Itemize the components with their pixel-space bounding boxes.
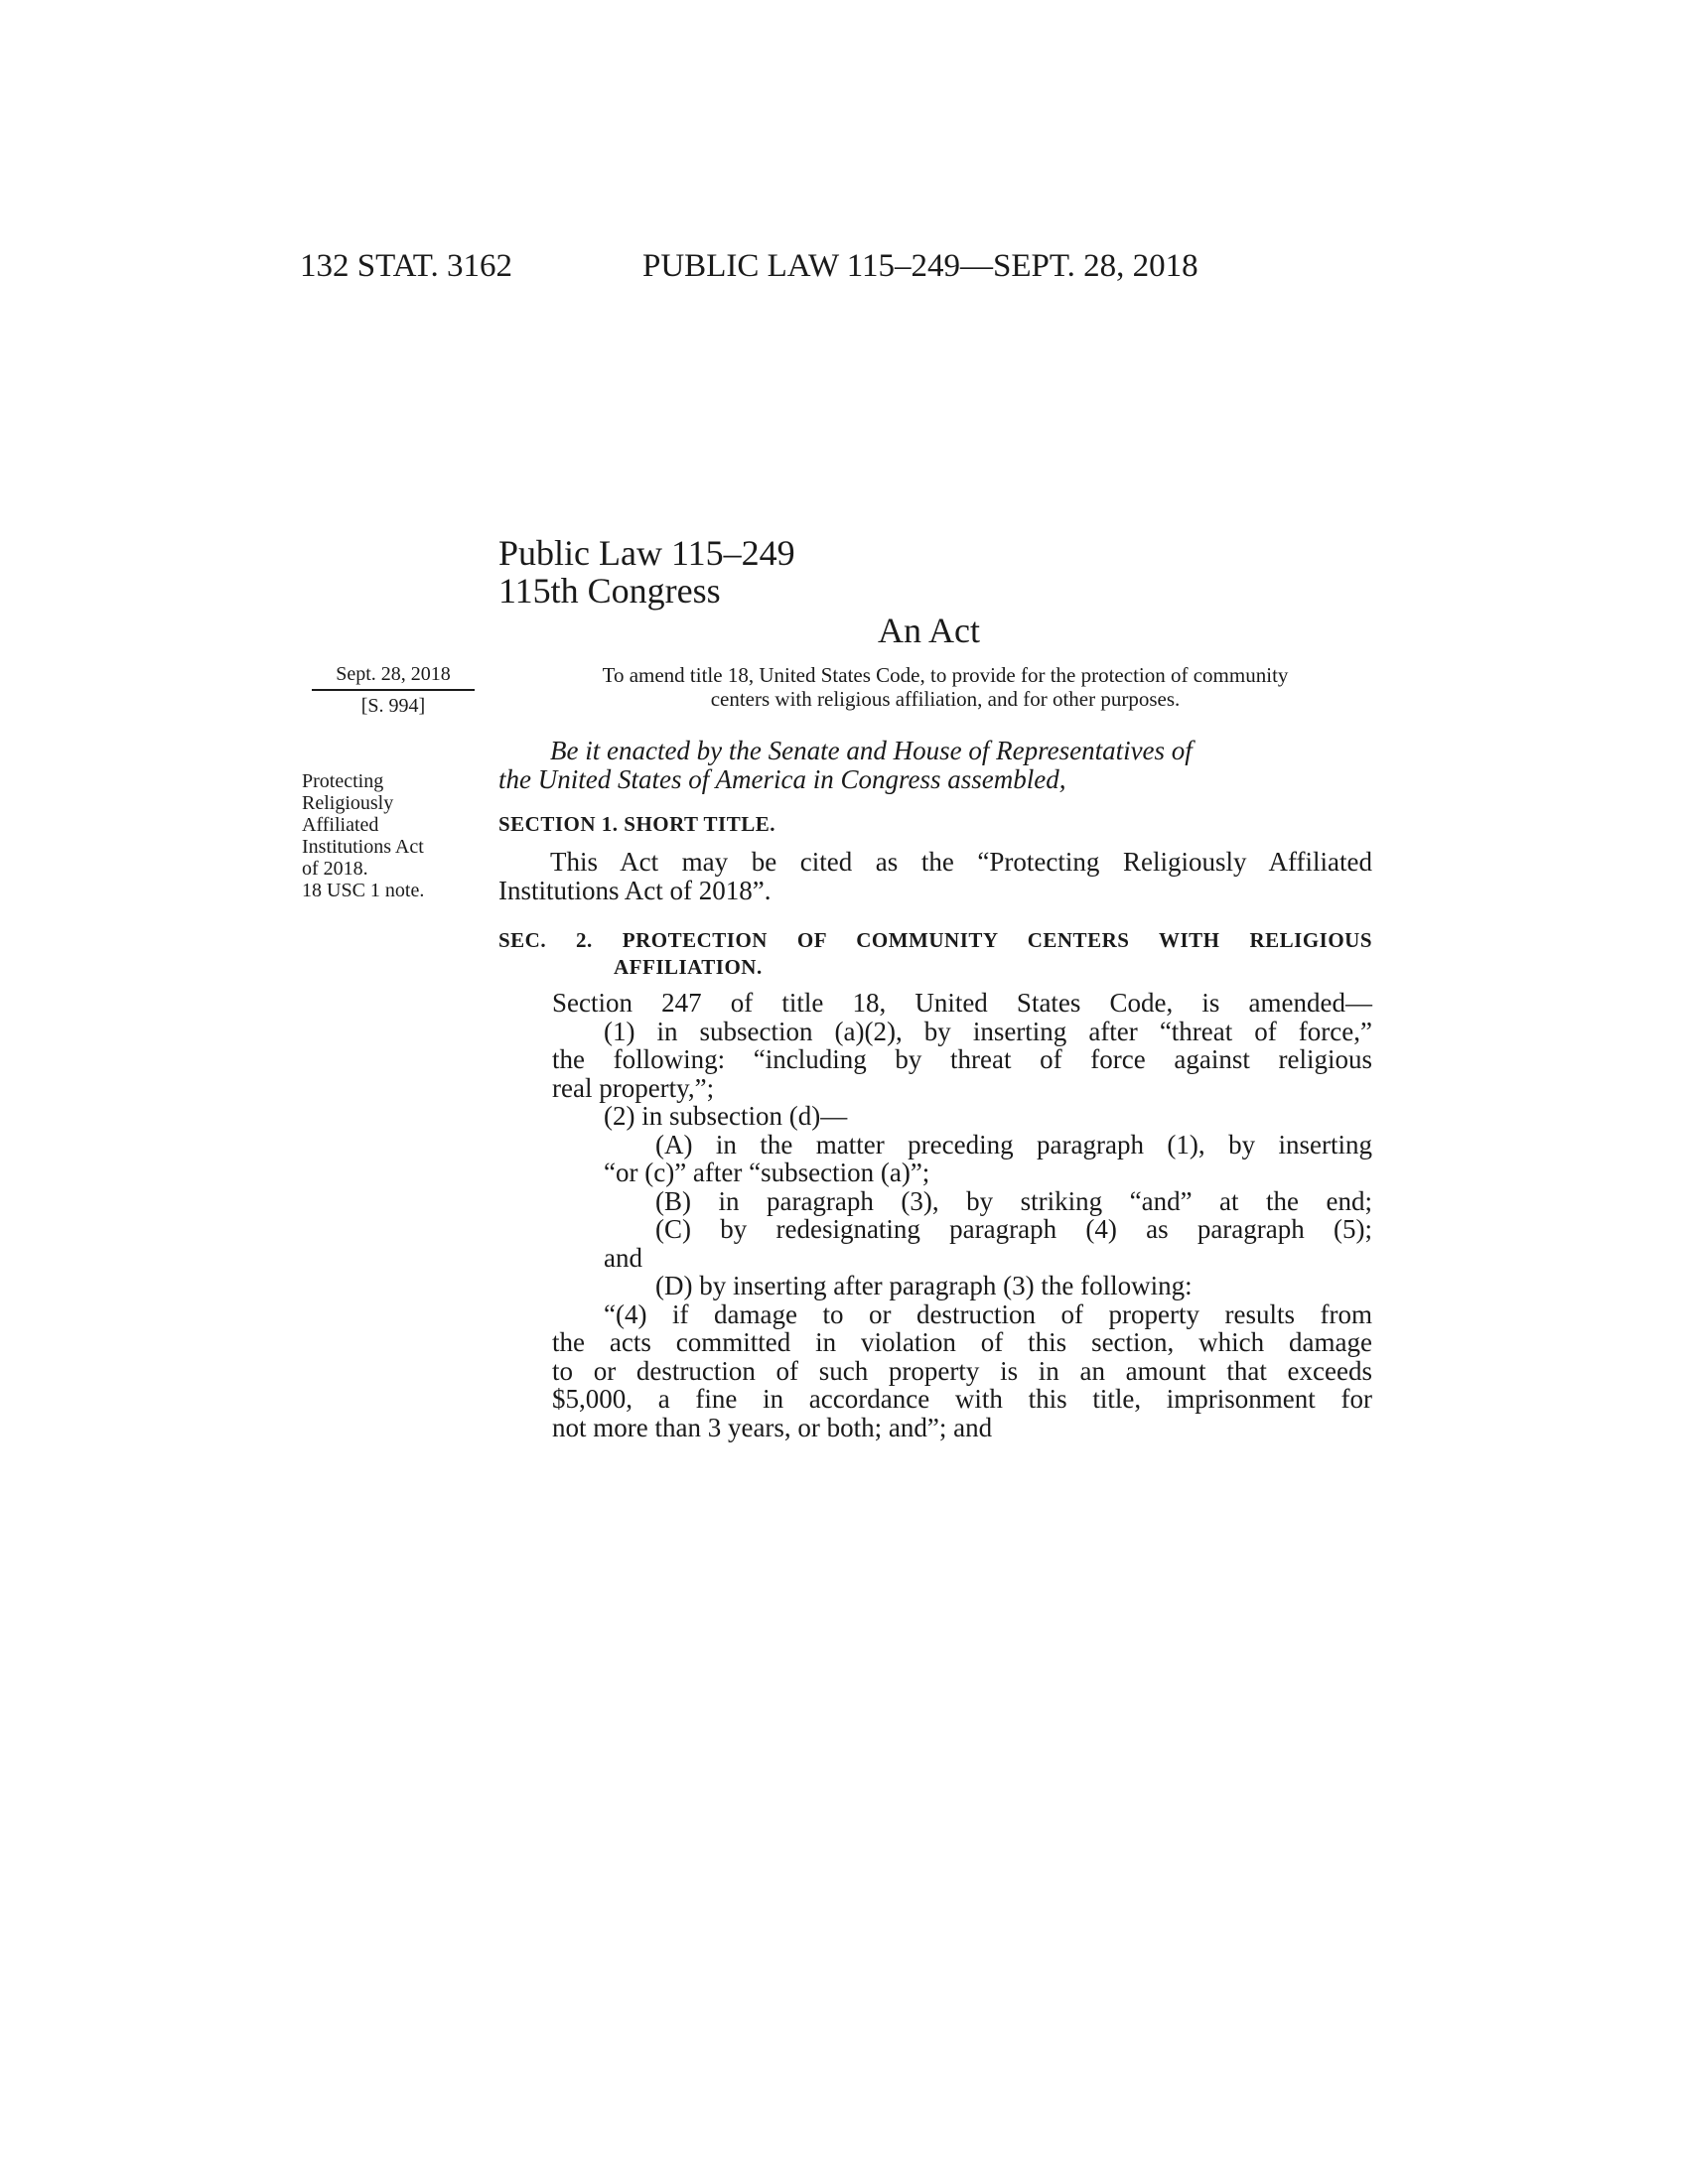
margin-date: Sept. 28, 2018 xyxy=(336,663,451,685)
amendment-line: (D) by inserting after paragraph (3) the following: xyxy=(655,1271,1193,1300)
section-2-heading-line: AFFILIATION. xyxy=(614,955,763,979)
margin-note-line: Religiously xyxy=(302,792,394,814)
margin-bill-number: [S. 994] xyxy=(360,695,426,717)
amendment-line: to or destruction of such property is in an amount that exceeds xyxy=(552,1355,1372,1386)
amendment-line: the acts committed in violation of this section, which damage xyxy=(552,1327,1372,1357)
enacting-line: the United States of America in Congress assembled, xyxy=(498,763,1066,794)
amendment-line: the following: “including by threat of force against religious xyxy=(552,1044,1372,1074)
purpose-statement xyxy=(522,663,1368,711)
section-2-heading-line: SEC. 2. PROTECTION OF COMMUNITY CENTERS WITH RELIGIOUS xyxy=(498,928,1372,952)
purpose-line: centers with religious affiliation, and for other purposes. xyxy=(710,687,1181,711)
an-act-heading: An Act xyxy=(878,611,980,650)
amendment-line: not more than 3 years, or both; and”; and xyxy=(552,1412,993,1442)
amendment-line: real property,”; xyxy=(552,1072,715,1103)
enacting-line: Be it enacted by the Senate and House of Representatives of xyxy=(550,736,1193,765)
amendment-line: (B) in paragraph (3), by striking “and” at the end; xyxy=(655,1185,1372,1216)
public-law-title xyxy=(498,534,795,610)
amendment-line: (2) in subsection (d)— xyxy=(604,1101,848,1131)
enacting-clause xyxy=(498,737,1372,793)
amendment-line: “or (c)” after “subsection (a)”; xyxy=(604,1158,930,1187)
running-head xyxy=(300,248,1233,288)
congress-number: 115th Congress xyxy=(498,571,721,611)
amendment-line: (A) in the matter preceding paragraph (1), by inserting xyxy=(655,1129,1372,1160)
purpose-line: To amend title 18, United States Code, to provide for the protection of community xyxy=(602,663,1289,687)
section-1-heading: SECTION 1. SHORT TITLE. xyxy=(498,812,776,836)
section-1-text xyxy=(498,848,1372,904)
law-reference: PUBLIC LAW 115–249—SEPT. 28, 2018 xyxy=(642,248,1198,284)
amendment-line: (1) in subsection (a)(2), by inserting after “threat of force,” xyxy=(604,1016,1372,1046)
amendment-line: and xyxy=(604,1242,642,1273)
section-1-line: This Act may be cited as the “Protecting Religiously Affiliated xyxy=(550,847,1372,877)
margin-divider xyxy=(312,689,475,691)
section-2-text xyxy=(552,989,1372,1441)
margin-note-line: of 2018. xyxy=(302,858,368,880)
margin-note-line: 18 USC 1 note. xyxy=(302,880,425,901)
amendment-line: (C) by redesignating paragraph (4) as paragraph (5); xyxy=(655,1214,1372,1244)
stat-reference: 132 STAT. 3162 xyxy=(300,248,513,284)
margin-note-line: Affiliated xyxy=(302,814,379,836)
section-1-line: Institutions Act of 2018”. xyxy=(498,875,772,905)
amendment-line: Section 247 of title 18, United States Code, is amended— xyxy=(552,988,1372,1018)
margin-note-line: Protecting xyxy=(302,770,384,792)
public-law-number: Public Law 115–249 xyxy=(498,533,795,573)
margin-note-line: Institutions Act xyxy=(302,836,424,858)
amendment-line: $5,000, a fine in accordance with this title, imprisonment for xyxy=(552,1384,1372,1414)
section-2-heading xyxy=(498,927,1372,981)
amendment-line: “(4) if damage to or destruction of property results from xyxy=(604,1298,1372,1329)
margin-note xyxy=(302,770,481,901)
